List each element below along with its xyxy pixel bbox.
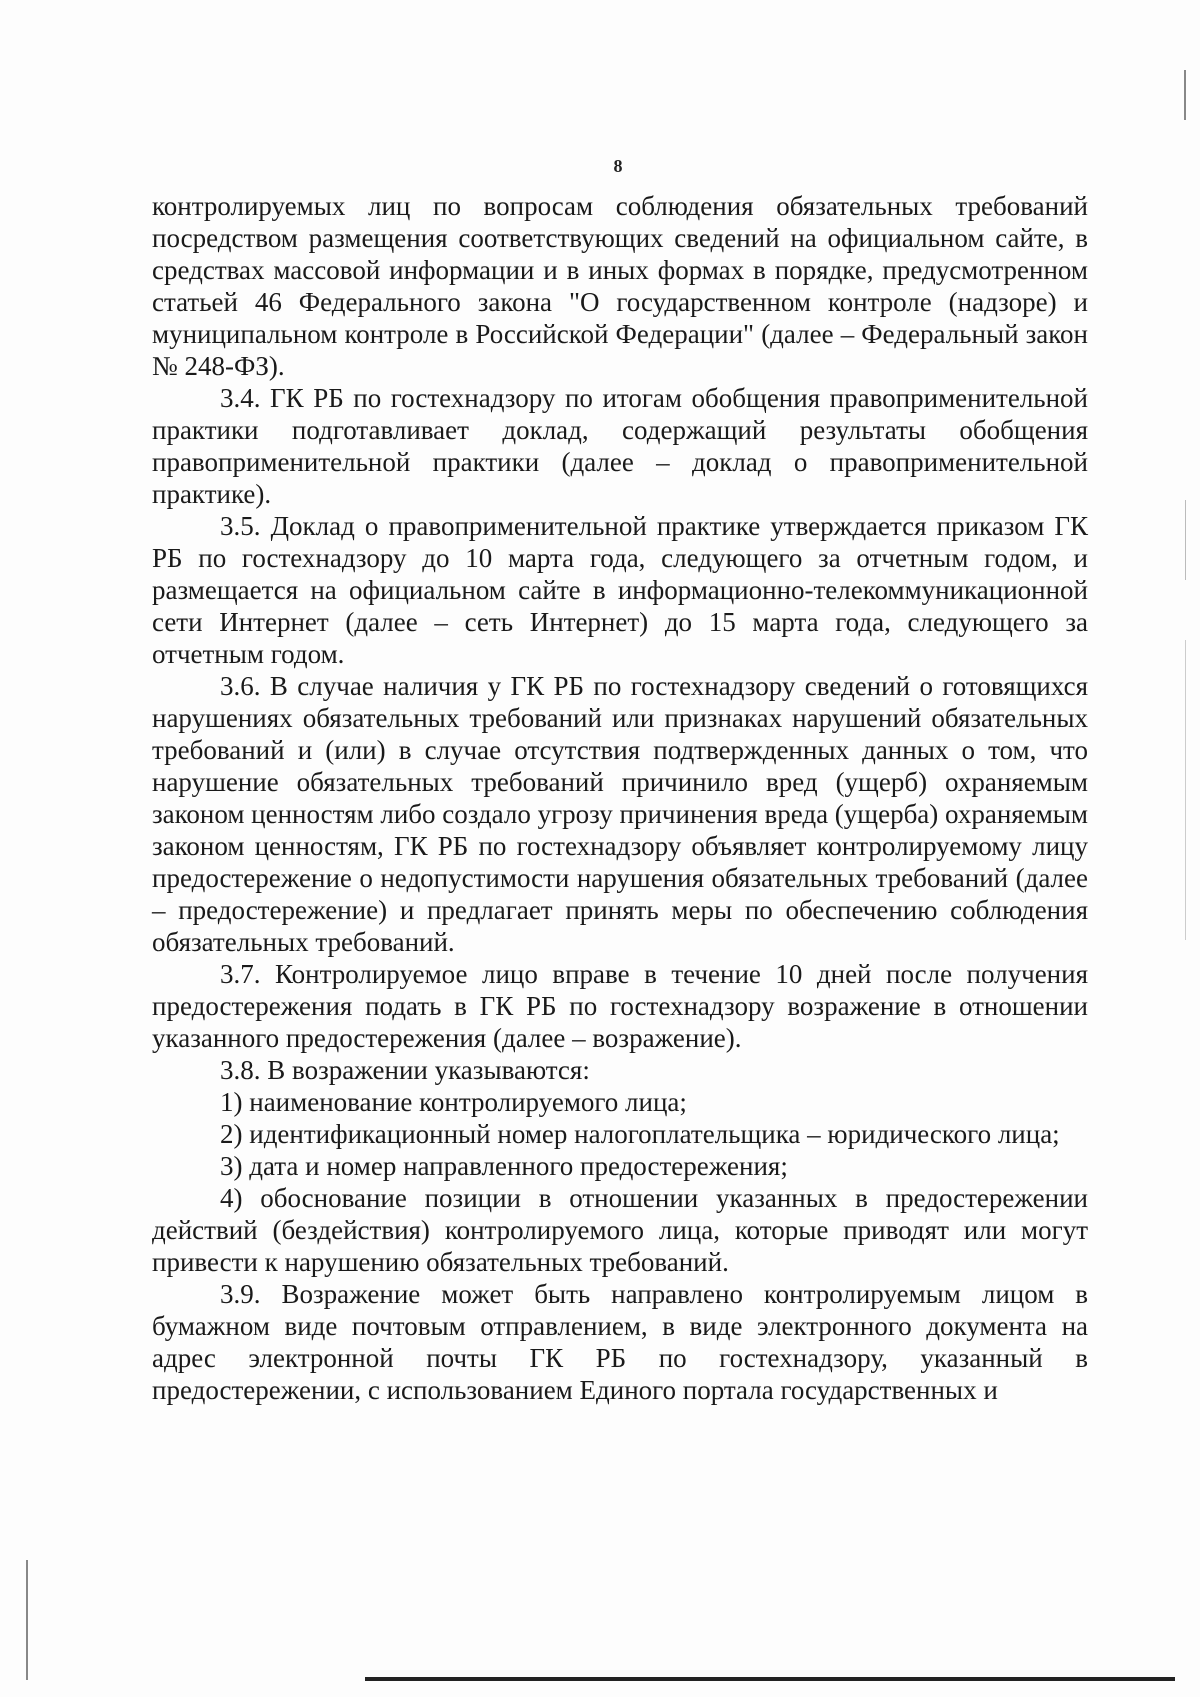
scan-edge-mark [1184,70,1186,120]
paragraph-continuation: контролируемых лиц по вопросам соблюдения обязательных требований посредством размещения соответствующих сведений на официальном сайте, в средствах массовой информации и в иных формах в порядке, предусмотренном статьей 46 Федерального закона "О государственном контроле (надзоре) и муниципальном контроле в Российской Федерации" (далее – Федеральный закон № 248-ФЗ). [152,191,1088,381]
list-item-1: 1) наименование контролируемого лица; [220,1087,687,1117]
list-item-3: 3) дата и номер направленного предостережения; [220,1151,788,1181]
scan-edge-mark [1185,640,1186,940]
list-item-2: 2) идентификационный номер налогоплательщика – юридического лица; [220,1119,1060,1149]
scan-bottom-edge [365,1677,1175,1681]
paragraph-3-9: 3.9. Возражение может быть направлено контролируемым лицом в бумажном виде почтовым отправлением, в виде электронного документа на адрес электронной почты ГК РБ по гостехнадзору, указанный в предостережении, с использованием Единого портала государственных и [152,1279,1088,1405]
scan-edge-mark [26,1560,28,1680]
scan-edge-mark [1185,500,1186,580]
paragraph-3-7: 3.7. Контролируемое лицо вправе в течение 10 дней после получения предостережения подать в ГК РБ по гостехнадзору возражение в отношении указанного предостережения (далее – возражение). [152,959,1088,1053]
paragraph-3-4: 3.4. ГК РБ по гостехнадзору по итогам обобщения правоприменительной практики подготавливает доклад, содержащий результаты обобщения правоприменительной практики (далее – доклад о правоприменительной практике). [152,383,1088,509]
page-number: 8 [613,156,623,176]
paragraph-3-5: 3.5. Доклад о правоприменительной практике утверждается приказом ГК РБ по гостехнадзору до 10 марта года, следующего за отчетным годом, и размещается на официальном сайте в информационно-телекоммуникационной сети Интернет (далее – сеть Интернет) до 15 марта года, следующего за отчетным годом. [152,511,1088,669]
list-item-4: 4) обоснование позиции в отношении указанных в предостережении действий (бездействия) контролируемого лица, которые приводят или могут привести к нарушению обязательных требований. [152,1183,1088,1277]
paragraph-3-6: 3.6. В случае наличия у ГК РБ по гостехнадзору сведений о готовящихся нарушениях обязательных требований или признаках нарушений обязательных требований и (или) в случае отсутствия подтвержденных данных о том, что нарушение обязательных требований причинило вред (ущерб) охраняемым законом ценностям либо создало угрозу причинения вреда (ущерба) охраняемым законом ценностям, ГК РБ по гостехнадзору объявляет контролируемому лицу предостережение о недопустимости нарушения обязательных требований (далее – предостережение) и предлагает принять меры по обеспечению соблюдения обязательных требований. [152,671,1089,957]
paragraph-3-8: 3.8. В возражении указываются: [220,1055,590,1085]
document-body [152,190,1088,1406]
